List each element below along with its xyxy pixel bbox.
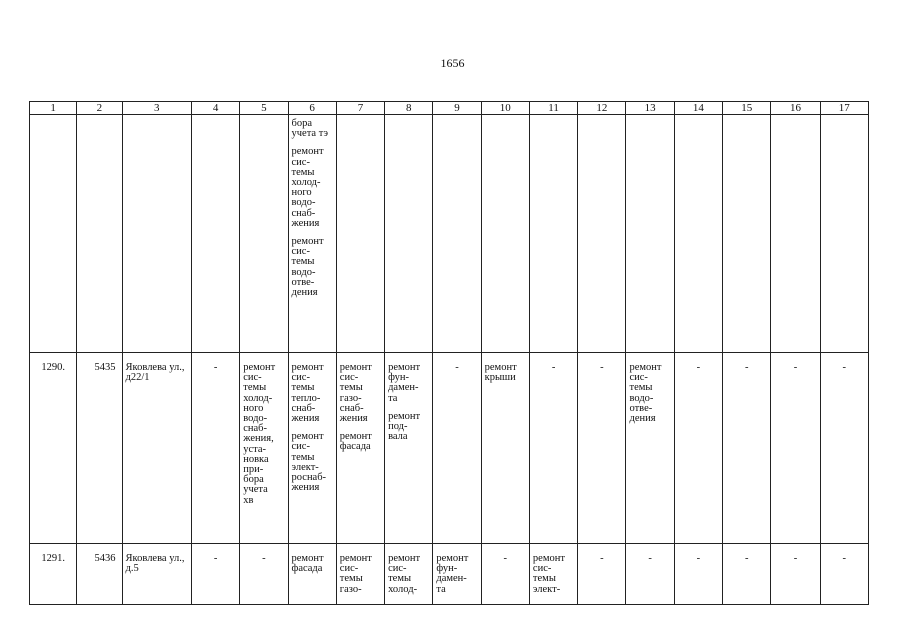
work-item: ремонт сис- темы холод- ного водо- снаб- жения — [291, 146, 324, 229]
table-row — [30, 353, 869, 544]
work-item: ремонт под- вала — [388, 410, 421, 443]
column-header: 13 — [626, 102, 674, 115]
cell-works — [289, 115, 336, 298]
work-item: ремонт сис- темы водо- отве- дения — [291, 236, 324, 299]
work-item: ремонт сис- темы холод- — [388, 553, 421, 595]
column-header: 8 — [385, 102, 433, 115]
cell-works — [530, 544, 577, 595]
page-number: 1656 — [440, 56, 465, 70]
column-header: 15 — [723, 102, 771, 115]
work-item: ремонт сис- темы водо- отве- дения — [629, 362, 662, 425]
work-item: бора учета тэ — [291, 118, 329, 140]
cell-works — [240, 353, 287, 506]
column-header: 2 — [77, 102, 122, 115]
cell-value: - — [503, 553, 508, 564]
cell-value: - — [551, 362, 556, 373]
cell-works — [385, 544, 432, 595]
cell-value: - — [600, 362, 604, 373]
continuation-row — [30, 115, 869, 353]
cell-works — [337, 353, 384, 453]
cell-value: - — [744, 553, 749, 564]
column-header: 11 — [529, 102, 577, 115]
work-item: ремонт сис- темы элект- — [532, 553, 565, 595]
work-item: ремонт сис- темы холод- ного водо- снаб- жения, уста- новка при- бора учета хв — [243, 362, 276, 506]
cell-value: - — [213, 362, 218, 373]
cell-works — [385, 353, 432, 442]
table-row — [30, 544, 869, 605]
work-item: ремонт фун- дамен- та — [436, 553, 469, 595]
column-header: 12 — [578, 102, 626, 115]
cell-works — [626, 353, 673, 424]
column-header: 9 — [433, 102, 481, 115]
row-number: 1291. — [41, 553, 65, 564]
cell-value: - — [696, 362, 701, 373]
cell-value: - — [793, 553, 798, 564]
column-header: 1 — [30, 102, 77, 115]
column-header: 17 — [820, 102, 868, 115]
column-header: 6 — [288, 102, 336, 115]
cell-works — [289, 544, 336, 574]
work-item: ремонт сис- темы газо- снаб- жения — [339, 362, 372, 425]
cell-value: - — [842, 553, 847, 564]
cell-value: - — [600, 553, 604, 564]
column-header: 10 — [481, 102, 529, 115]
column-header: 5 — [240, 102, 288, 115]
works-table — [29, 101, 869, 605]
work-item: ремонт сис- темы газо- — [339, 553, 372, 595]
column-header: 14 — [674, 102, 722, 115]
cell-value: - — [213, 553, 218, 564]
cell-value: - — [842, 362, 847, 373]
row-address: Яковлева ул., д22/1 — [125, 362, 185, 384]
column-number-row — [30, 102, 869, 115]
row-address: Яковлева ул., д.5 — [125, 553, 185, 575]
cell-works — [289, 353, 336, 493]
cell-value: - — [696, 553, 701, 564]
cell-value: - — [455, 362, 459, 373]
row-number: 1290. — [41, 362, 65, 373]
work-item: ремонт фун- дамен- та — [388, 362, 421, 404]
cell-value: - — [793, 362, 798, 373]
column-header: 16 — [771, 102, 820, 115]
work-item: ремонт сис- темы элект- роснаб- жения — [291, 431, 327, 494]
cell-value: - — [648, 553, 652, 564]
cell-works — [482, 353, 529, 383]
work-item: ремонт сис- темы тепло- снаб- жения — [291, 362, 324, 425]
work-item: ремонт крыши — [484, 362, 517, 384]
cell-value: - — [262, 553, 266, 564]
cell-works — [337, 544, 384, 595]
column-header: 3 — [122, 102, 191, 115]
column-header: 4 — [191, 102, 239, 115]
column-header: 7 — [336, 102, 384, 115]
cell-works — [433, 544, 480, 595]
work-item: ремонт фасада — [291, 553, 324, 575]
row-code: 5436 — [94, 553, 116, 564]
row-code: 5435 — [94, 362, 116, 373]
cell-value: - — [744, 362, 749, 373]
work-item: ремонт фасада — [339, 431, 372, 453]
